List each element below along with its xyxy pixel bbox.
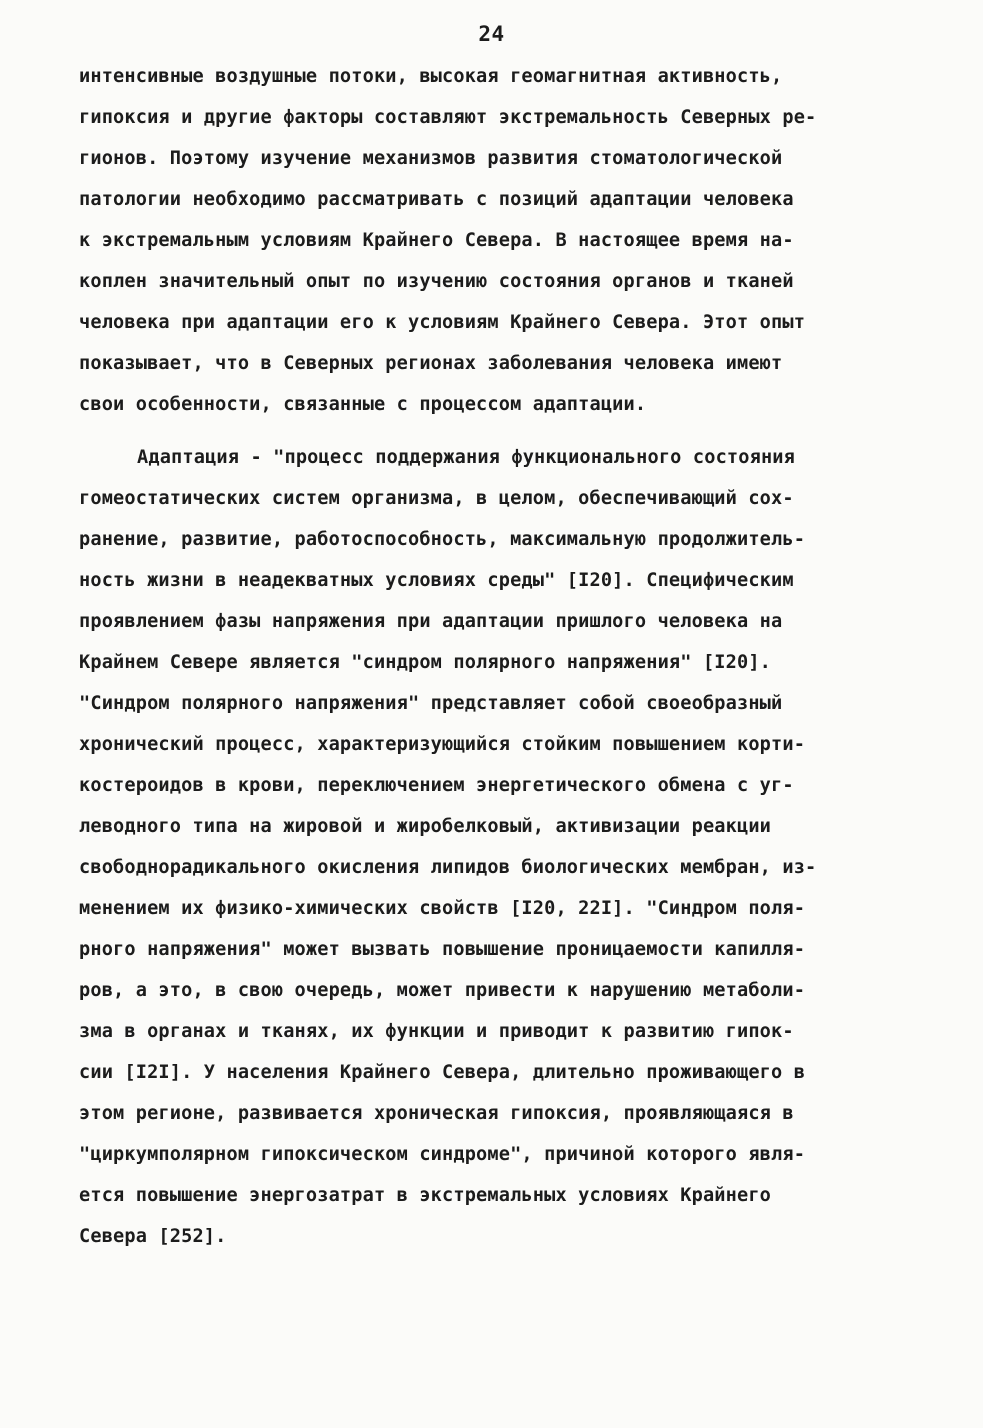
text-line: ранение, развитие, работоспособность, максимальную продолжитель- — [79, 529, 806, 550]
text-line: гионов. Поэтому изучение механизмов развития стоматологической — [79, 148, 783, 169]
text-line: костероидов в крови, переключением энергетического обмена с уг- — [79, 775, 794, 796]
text-line: патологии необходимо рассматривать с позиций адаптации человека — [79, 189, 794, 210]
text-line: "Синдром полярного напряжения" представляет собой своеобразный — [79, 693, 783, 714]
text-line: показывает, что в Северных регионах заболевания человека имеют — [79, 353, 783, 374]
paragraph-2 — [79, 437, 919, 1257]
text-line: хронический процесс, характеризующийся стойким повышением корти- — [79, 734, 806, 755]
text-line: ность жизни в неадекватных условиях среды" [I20]. Специфическим — [79, 570, 794, 591]
text-line: зма в органах и тканях, их функции и приводит к развитию гипок- — [79, 1021, 794, 1042]
text-line: менением их физико-химических свойств [I20, 22I]. "Синдром поля- — [79, 898, 806, 919]
page-number: 24 — [478, 22, 505, 46]
text-line: этом регионе, развивается хроническая гипоксия, проявляющаяся в — [79, 1103, 794, 1124]
text-line: Крайнем Севере является "синдром полярного напряжения" [I20]. — [79, 652, 772, 673]
text-line: проявлением фазы напряжения при адаптации пришлого человека на — [79, 611, 783, 632]
text-line: свободнорадикального окисления липидов биологических мембран, из- — [79, 857, 817, 878]
text-line: ется повышение энергозатрат в экстремальных условиях Крайнего — [79, 1185, 772, 1206]
text-line: Адаптация - "процесс поддержания функционального состояния — [137, 447, 795, 468]
text-line: сии [I2I]. У населения Крайнего Севера, длительно проживающего в — [79, 1062, 806, 1083]
text-line: леводного типа на жировой и жиробелковый, активизации реакции — [79, 816, 772, 837]
text-line: коплен значительный опыт по изучению состояния органов и тканей — [79, 271, 794, 292]
text-line: интенсивные воздушные потоки, высокая геомагнитная активность, — [79, 66, 783, 87]
text-line: "циркумполярном гипоксическом синдроме", причиной которого явля- — [79, 1144, 806, 1165]
text-line: гипоксия и другие факторы составляют экстремальность Северных ре- — [79, 107, 817, 128]
text-line: свои особенности, связанные с процессом адаптации. — [79, 394, 647, 415]
text-line: гомеостатических систем организма, в целом, обеспечивающий сох- — [79, 488, 794, 509]
paragraph-1 — [79, 56, 919, 425]
text-line: ров, а это, в свою очередь, может привести к нарушению метаболи- — [79, 980, 806, 1001]
text-line: человека при адаптации его к условиям Крайнего Севера. Этот опыт — [79, 312, 806, 333]
text-line: к экстремальным условиям Крайнего Севера. В настоящее время на- — [79, 230, 794, 251]
text-line: Севера [252]. — [79, 1226, 227, 1247]
text-line: рного напряжения" может вызвать повышение проницаемости капилля- — [79, 939, 806, 960]
